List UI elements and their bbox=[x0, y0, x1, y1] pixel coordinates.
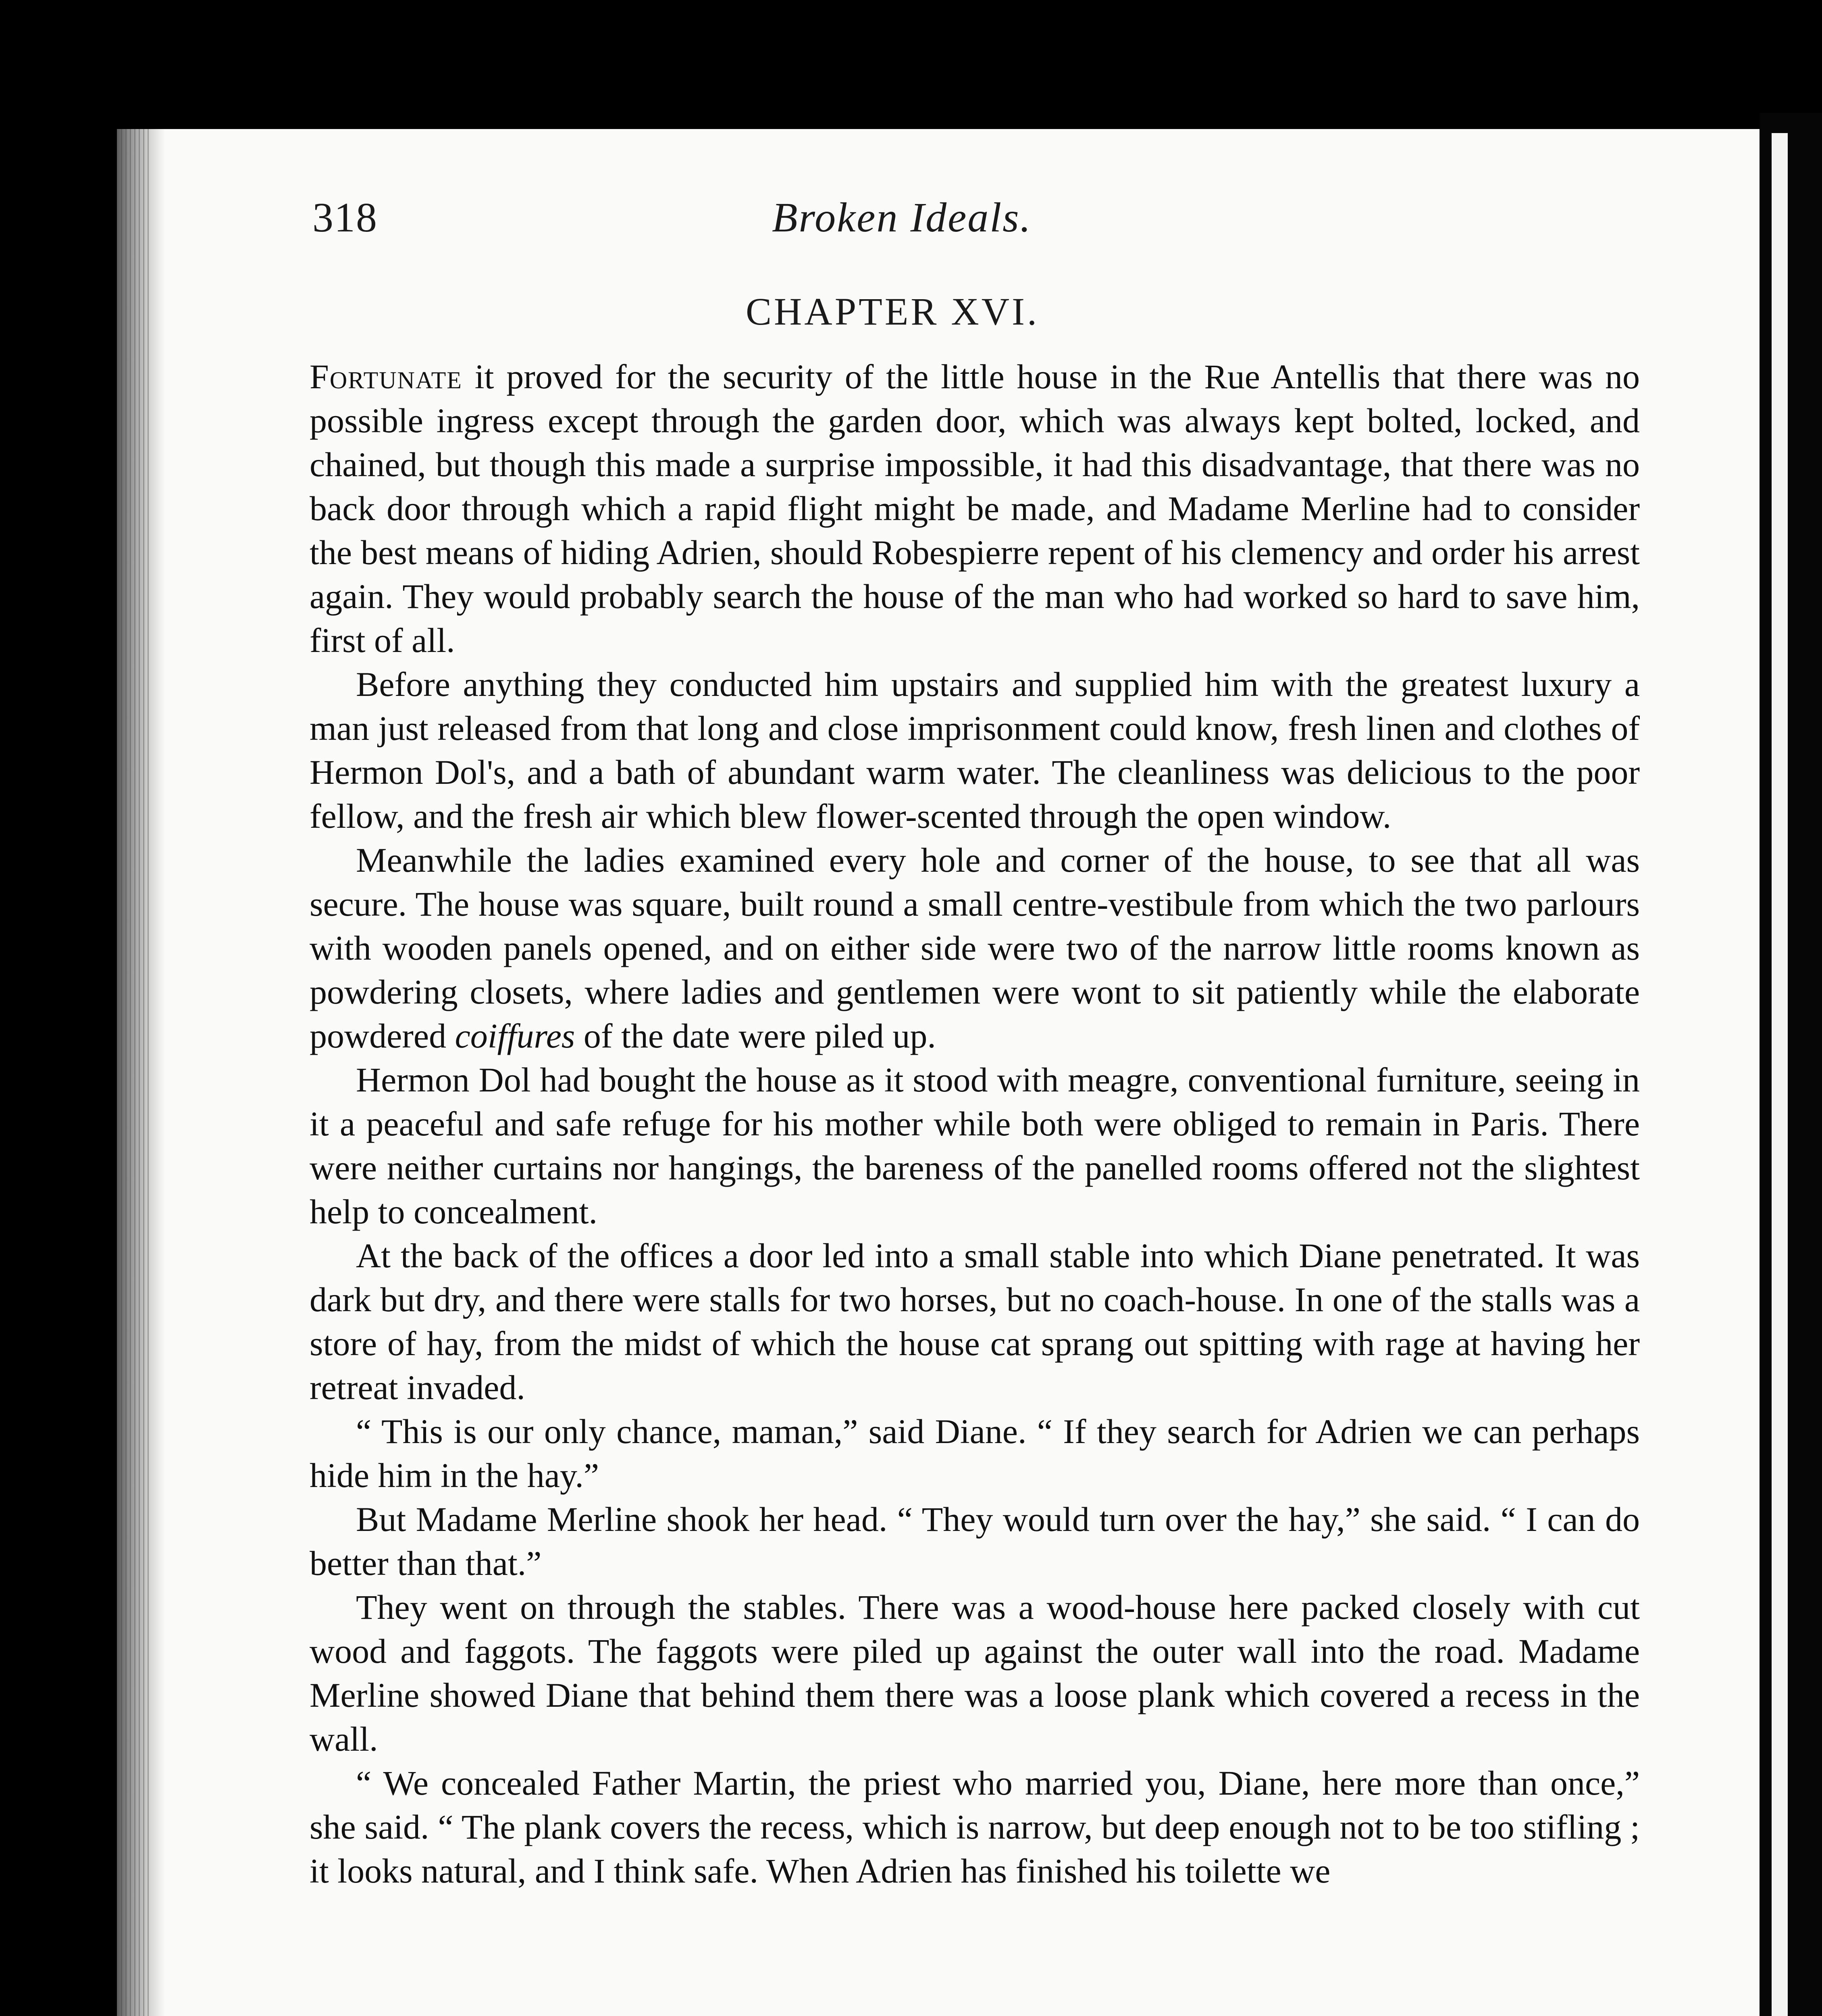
paragraph-7: But Madame Merline shook her head. “ They would turn over the hay,” she said. “ I can do better than that.” bbox=[310, 1500, 1640, 1583]
paragraph-3-text-a: Meanwhile the ladies examined every hole and corner of the house, to see that all was secure. The house was square, built round a small centre-vestibule from which the two parlours with wooden panels opened, and on either side were two of the narrow little rooms known as powdering closets, where ladies and gentlemen were wont to sit patiently while the elaborate powdered bbox=[310, 841, 1640, 1055]
binding-lines bbox=[121, 129, 149, 2016]
page-number: 318 bbox=[312, 194, 378, 241]
paragraph-1 bbox=[310, 355, 1640, 662]
paragraph-3-text-b: of the date were piled up. bbox=[575, 1016, 936, 1055]
paragraph-3-italic: coiffures bbox=[455, 1016, 575, 1055]
adjacent-page-sliver bbox=[1772, 133, 1788, 2016]
paragraph-4: Hermon Dol had bought the house as it stood with meagre, conventional furniture, seeing in it a peaceful and safe refuge for his mother while both were obliged to remain in Paris. There were neither curtains nor hangings, the bareness of the panelled rooms offered not the slightest help to concealment. bbox=[310, 1060, 1640, 1231]
adjacent-page-edge bbox=[1760, 113, 1822, 2016]
opening-word: Fortunate bbox=[310, 357, 462, 396]
paragraph-2: Before anything they conducted him upstairs and supplied him with the greatest luxury a man just released from that long and close imprisonment could know, fresh linen and clothes of Hermon Dol's, and a bath of abundant warm water. The cleanliness was delicious to the poor fellow, and the fresh air which blew flower-scented through the open window. bbox=[310, 665, 1640, 835]
paragraph-6: “ This is our only chance, maman,” said Diane. “ If they search for Adrien we can perhaps hide him in the hay.” bbox=[310, 1412, 1640, 1495]
paragraph-9: “ We concealed Father Martin, the priest who married you, Diane, here more than once,” she said. “ The plank covers the recess, which is narrow, but deep enough not to be too stifling ; it looks natural, and I think safe. When Adrien has finished his toilette we bbox=[310, 1764, 1640, 1890]
running-head bbox=[312, 190, 1602, 270]
paragraph-5: At the back of the offices a door led into a small stable into which Diane penetrated. It was dark but dry, and there were stalls for two horses, but no coach-house. In one of the stalls was a store of hay, from the midst of which the house cat sprang out spitting with rage at having her retreat invaded. bbox=[310, 1236, 1640, 1407]
running-title: Broken Ideals. bbox=[772, 194, 1032, 241]
paragraph-3 bbox=[310, 838, 1640, 1058]
paragraph-1-text: it proved for the security of the little house in the Rue Antellis that there was no possible ingress except through the garden door, which was always kept bolted, locked, and chained, but though this made a surprise impossible, it had this disadvantage, that there was no back door through which a rapid flight might be made, and Madame Merline had to consider the best means of hiding Adrien, should Robespierre repent of his clemency and order his arrest again. They would probably search the house of the man who had worked so hard to save him, first of all. bbox=[310, 357, 1640, 660]
paragraph-8: They went on through the stables. There was a wood-house here packed closely with cut wood and faggots. The faggots were piled up against the outer wall into the road. Madame Merline showed Diane that behind them there was a loose plank which covered a recess in the wall. bbox=[310, 1588, 1640, 1758]
body-text bbox=[310, 355, 1640, 1893]
chapter-heading: CHAPTER XVI. bbox=[746, 290, 1040, 333]
